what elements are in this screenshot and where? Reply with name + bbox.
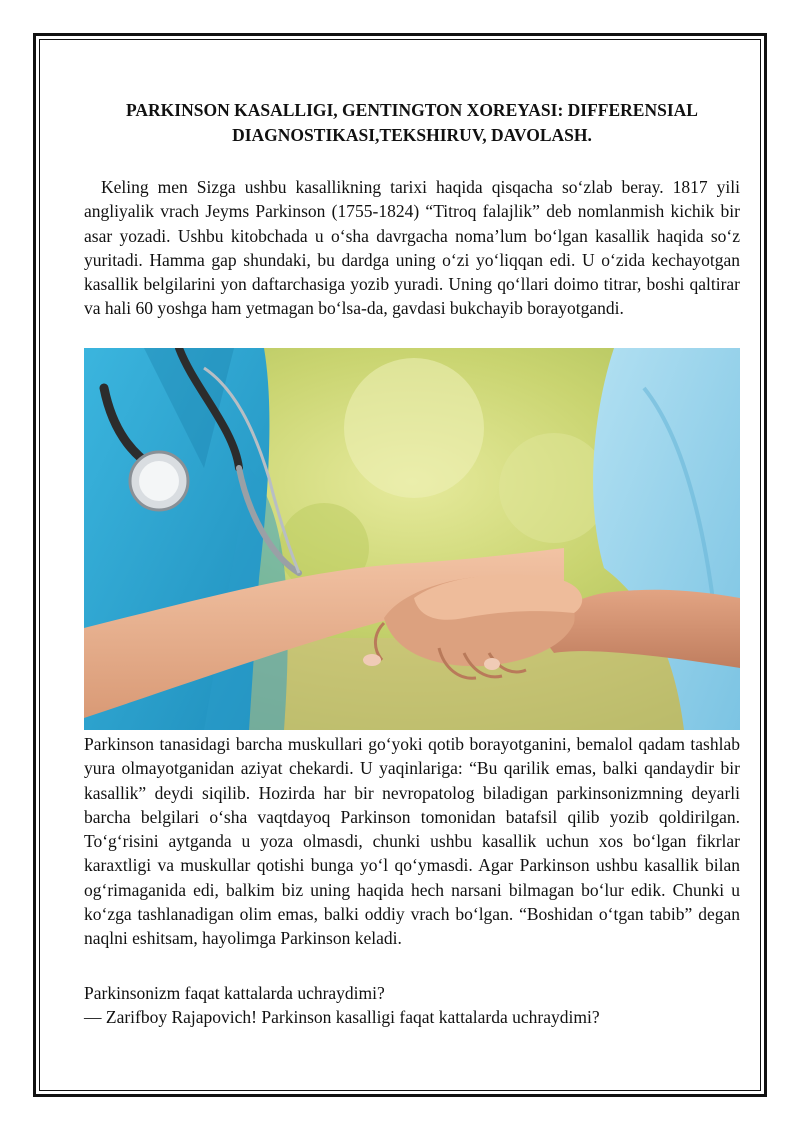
caregiver-holding-hands-photo [84,348,740,730]
history-paragraph: Parkinson tanasidagi barcha muskullari go‘yoki qotib borayotganini, bemalol qadam tashlab yura olmayotganidan aziyat chekardi. U yaqinlariga: “Bu qarilik emas, balki qandaydir bir kasallik” deydi siqilib. Hozirda har bir nevropatolog biladigan parkinsonizmning deyarli barcha belgilari o‘sha vaqtdayoq Parkinson tomonidan batafsil qilib yozib qoldirilgan. To‘g‘risini aytganda u yoza olmasdi, chunki ushbu kasallik uchun xos bo‘lgan fikrlar karaxtligi va muskullar qotishi bunga yo‘l qo‘ymasdi. Agar Parkinson ushbu kasallik bilan og‘rimaganida edi, balkim biz uning haqida hech narsani bilmagan bo‘lur edik. Chunki u ko‘zga tashlanadigan olim emas, balki oddiy vrach bo‘lgan. “Boshidan o‘tgan tabib” degan naqlni eshitsam, hayolimga Parkinson keladi. [84,734,740,949]
intro-paragraph: Keling men Sizga ushbu kasallikning tarixi haqida qisqacha so‘zlab beray. 1817 yili angliyalik vrach Jeyms Parkinson (1755-1824) “Titroq falajlik” deb nomlanmish kichik bir asar yozadi. Ushbu kitobchada u o‘sha davrgacha noma’lum bo‘lgan kasallik haqida so‘z yuritadi. Hamma gap shundaki, bu dardga uning o‘zi yo‘liqqan edi. U o‘zida kechayotgan kasallik belgilarini yon daftarchasiga yozib yuradi. Uning qo‘llari doimo titrar, boshi qaltirar va hali 60 yoshga ham yetmagan bo‘lsa-da, gavdasi bukchayib borayotgandi. [84,177,740,319]
document-title: PARKINSON KASALLIGI, GENTINGTON XOREYASI: DIFFERENSIAL DIAGNOSTIKASI,TEKSHIRUV, DAVOLASH. [126,100,698,145]
section-question: Parkinsonizm faqat kattalarda uchraydimi? [84,983,385,1003]
dialogue-question: — Zarifboy Rajapovich! Parkinson kasalligi faqat kattalarda uchraydimi? [84,1007,600,1027]
